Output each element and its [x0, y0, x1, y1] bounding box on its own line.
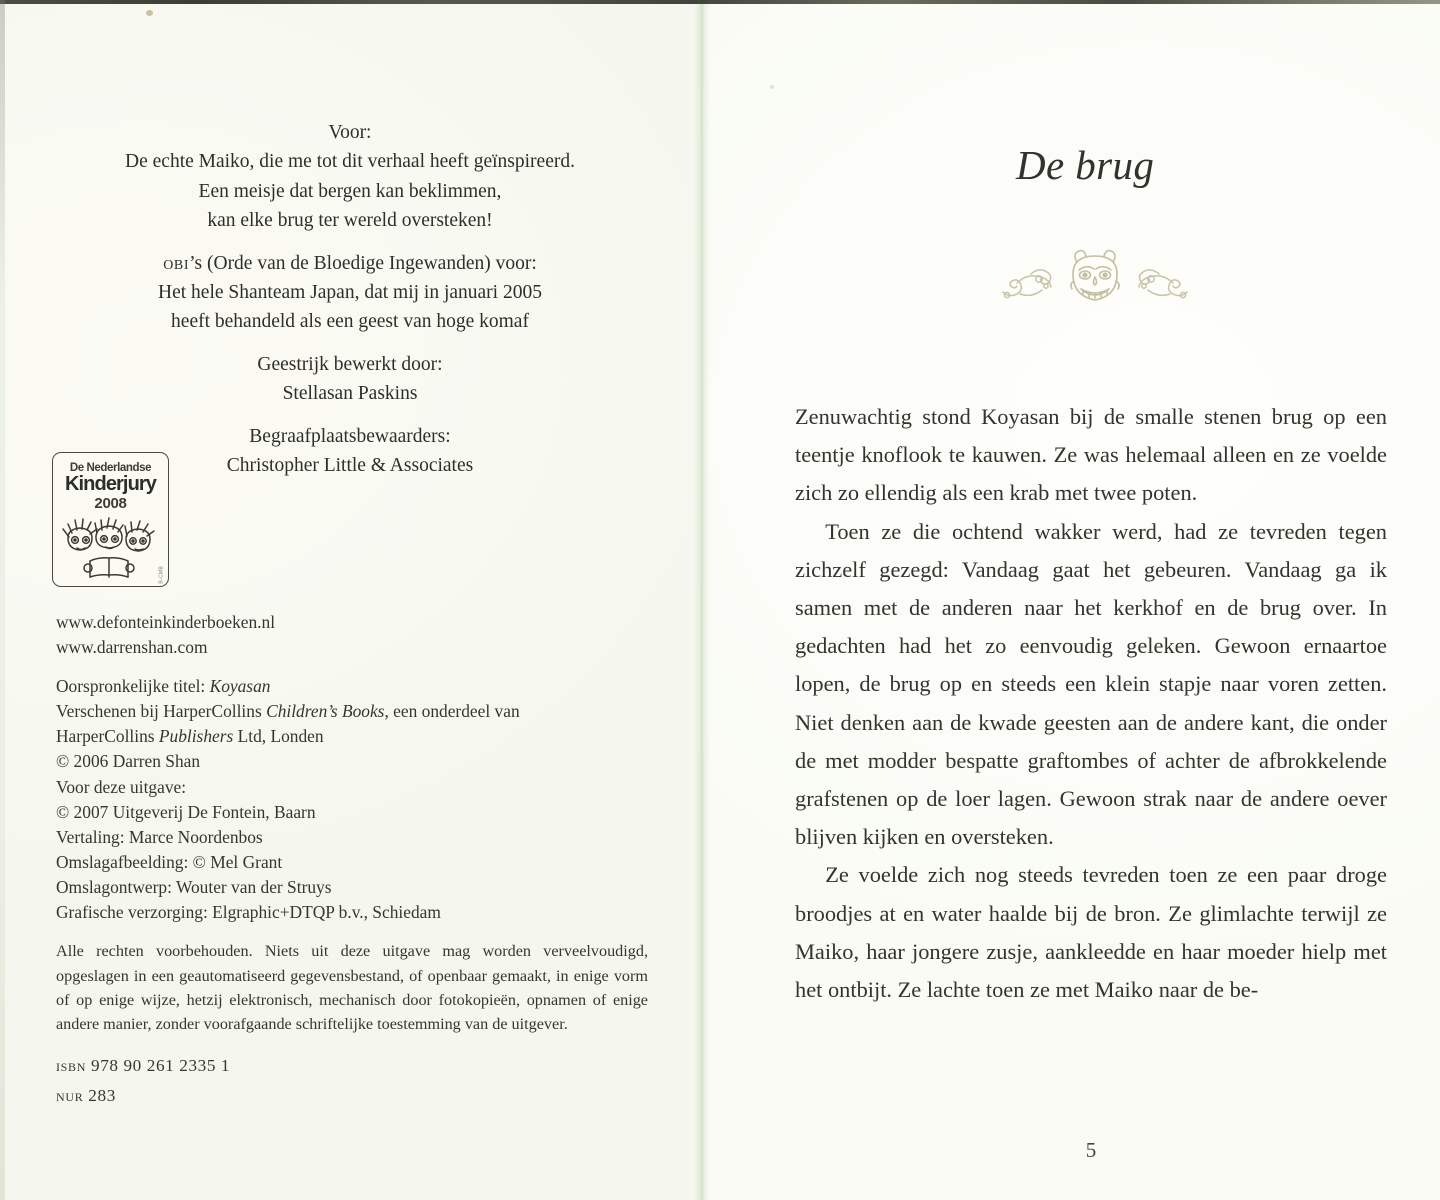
chapter-body-text	[795, 398, 1387, 1009]
cover-design-credit: Omslagontwerp: Wouter van der Struys	[56, 876, 332, 897]
obi-smallcaps: obi	[163, 252, 190, 274]
websites-group	[56, 610, 656, 660]
page-number: 5	[1085, 1138, 1097, 1162]
scan-edge-top	[0, 0, 1440, 4]
published-by-post: , een onderdeel van	[384, 701, 520, 722]
copyright-edition: © 2007 Uitgeverij De Fontein, Baarn	[56, 801, 316, 822]
children-reading-book-icon	[59, 511, 162, 581]
website-defontein: www.defonteinkinderboeken.nl	[56, 612, 276, 632]
award-line-1: De Nederlandse	[69, 462, 152, 474]
kinderjury-award-logo	[52, 452, 169, 587]
publisher-line	[56, 724, 656, 749]
isbn-label: isbn	[56, 1055, 87, 1075]
chapter-title: De brug	[1016, 142, 1155, 188]
published-by-pre: Verschenen bij HarperCollins	[56, 701, 267, 722]
rights-reserved-paragraph: Alle rechten voorbehouden. Niets uit deze uitgave mag worden verveelvoudigd, opgeslagen in een geautomatiseerd gegevensbestand, of openbaar gemaakt, in enige vorm of op enige wijze, hetzij elektronisch, mechanisch door fotokopieën, opnamen of enige andere manier, zonder voorafgaande schriftelijke toestemming van de uitgever.	[56, 942, 648, 1034]
copyright-original: © 2006 Darren Shan	[56, 751, 201, 772]
dedication-block	[56, 118, 644, 480]
nur-value: 283	[83, 1085, 116, 1105]
paragraph: Zenuwachtig stond Koyasan bij de smalle stenen brug op een teentje knoflook te kauwen. Ze was helemaal alleen en ze voelde zich zo ellendig als een krab met twee poten.	[795, 404, 1387, 506]
cover-image-credit: Omslagafbeelding: © Mel Grant	[56, 851, 283, 872]
dedication-line: De echte Maiko, die me tot dit verhaal heeft geïnspireerd.	[125, 151, 575, 173]
page-gutter	[694, 0, 710, 1200]
dedication-line: Voor:	[328, 122, 372, 143]
isbn-value: 978 90 261 2335 1	[86, 1055, 231, 1075]
dedication-line: Begraafplaatsbewaarders:	[249, 425, 451, 447]
original-title-label: Oorspronkelijke titel:	[56, 676, 210, 697]
colophon-block	[56, 610, 656, 1111]
dedication-line-obi	[56, 249, 644, 278]
dedication-line: heeft behandeld als een geest van hoge komaf	[171, 311, 529, 333]
website-darrenshan: www.darrenshan.com	[56, 637, 208, 658]
dedication-group-2	[56, 249, 644, 337]
publication-details	[56, 674, 656, 925]
paragraph: Toen ze die ochtend wakker werd, had ze tevreden tegen zichzelf gezegd: Vandaag gaat het gebeuren. Vandaag ga ik samen met de anderen naar het kerkhof en de brug over. In gedachten had het zo eenvoudig geleken. Gewoon ernaartoe lopen, de brug op en steeds een klein stapje naar voren zetten. Niet denken aan de kwade geesten aan de andere kant, die onder de met modder bespatte graftombes of achter de afbrokkelende grafstenen op de loer lagen. Gewoon strak naar de andere oever blijven kijken en oversteken.	[795, 518, 1387, 850]
publisher-pre: HarperCollins	[56, 726, 159, 747]
typesetting-credit: Grafische verzorging: Elgraphic+DTQP b.v., Schiedam	[56, 902, 441, 923]
isbn-line	[56, 1051, 656, 1081]
nur-line	[56, 1081, 656, 1111]
dedication-line: kan elke brug ter wereld oversteken!	[207, 210, 493, 232]
dedication-line: Christopher Little & Associates	[226, 455, 474, 477]
dedication-group-3	[56, 350, 644, 409]
translation-credit: Vertaling: Marce Noordenbos	[56, 826, 263, 847]
paragraph: Ze voelde zich nog steeds tevreden toen ze een paar droge broodjes at en water haalde bij de bron. Ze glimlachte terwijl ze Maiko, haar jongere zusje, aankleedde en haar moeder hielp met het ontbijt. Ze lachte toen ze met Maiko naar de be-	[795, 862, 1387, 1003]
original-title-value: Koyasan	[209, 676, 271, 697]
obi-rest: ’s (Orde van de Bloedige Ingewanden) voor:	[189, 252, 537, 274]
original-title-line	[56, 674, 656, 699]
published-by-imprint: Children’s Books	[266, 701, 385, 722]
demon-mask-ornament-icon	[995, 248, 1195, 308]
dedication-line: Het hele Shanteam Japan, dat mij in januari 2005	[158, 282, 542, 304]
published-by-line	[56, 699, 656, 724]
award-logo-credit: B-CMB	[159, 566, 165, 584]
scan-edge-left	[0, 0, 5, 1200]
dedication-line: Een meisje dat bergen kan beklimmen,	[198, 180, 502, 202]
scan-speck	[770, 85, 774, 89]
nur-label: nur	[56, 1085, 84, 1105]
publisher-post: Ltd, Londen	[233, 726, 324, 747]
scan-speck	[146, 10, 153, 16]
award-year: 2008	[94, 495, 127, 512]
this-edition-label: Voor deze uitgave:	[56, 776, 187, 797]
dedication-line: Geestrijk bewerkt door:	[257, 353, 443, 375]
dedication-line: Stellasan Paskins	[282, 383, 418, 405]
dedication-group-1	[56, 118, 644, 236]
publisher-italic: Publishers	[158, 726, 234, 747]
award-line-2: Kinderjury	[64, 473, 157, 495]
